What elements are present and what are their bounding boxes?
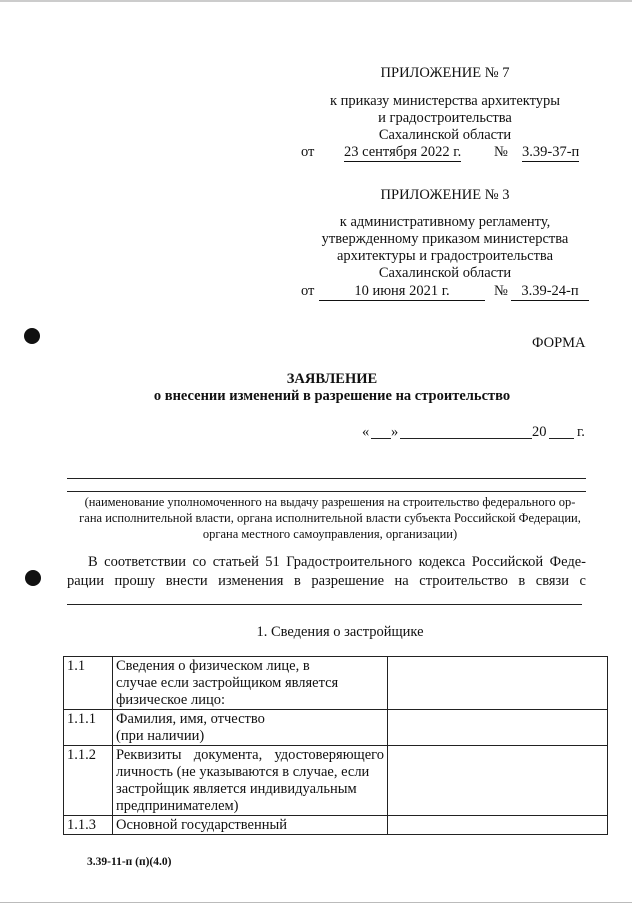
appendix3-line2: утвержденному приказом министерства: [321, 231, 569, 247]
date-quote-close: »: [391, 424, 399, 440]
appendix7-title: ПРИЛОЖЕНИЕ № 7: [380, 65, 510, 81]
appendix3-line1: к административному регламенту,: [339, 214, 551, 230]
appendix7-line3: Сахалинской области: [378, 127, 512, 143]
footer-document-code: 3.39-11-п (п)(4.0): [87, 856, 172, 868]
row-number: 1.1: [64, 657, 113, 710]
row-label-line: предпринимателем): [116, 798, 239, 814]
date-month-blank[interactable]: [400, 438, 532, 439]
row-label: [113, 657, 388, 710]
appendix3-number-sign: №: [494, 283, 508, 299]
appendix7-number-sign: №: [494, 144, 508, 160]
appendix7-date: 23 сентября 2022 г.: [344, 144, 462, 160]
table-row: [64, 657, 608, 710]
row-label-line: Фамилия, имя, отчество: [116, 711, 265, 727]
appendix3-title: ПРИЛОЖЕНИЕ № 3: [380, 187, 510, 203]
form-label: ФОРМА: [532, 335, 586, 351]
row-label: [113, 746, 388, 816]
date-quote-open: «: [362, 424, 370, 440]
row-number: 1.1.3: [64, 816, 113, 835]
row-number: 1.1.1: [64, 710, 113, 746]
row-label-line: застройщик является индивидуальным: [116, 781, 357, 797]
authority-note-line3: органа местного самоуправления, организации): [202, 527, 458, 541]
row-label-line: (при наличии): [116, 728, 205, 744]
date-year-blank[interactable]: [549, 438, 574, 439]
row-label-line: личность (не указываются в случае, если: [116, 764, 370, 780]
body-text-line2: рации прошу внести изменения в разрешение на строительство в связи с: [67, 573, 586, 589]
row-label: [113, 816, 388, 835]
document-subtitle: о внесении изменений в разрешение на строительство: [153, 388, 511, 404]
section1-title: 1. Сведения о застройщике: [256, 624, 424, 640]
scan-top-edge: [0, 0, 632, 2]
row-value-field[interactable]: [388, 746, 608, 816]
appendix3-line4: Сахалинской области: [378, 265, 512, 281]
appendix3-date: 10 июня 2021 г.: [319, 282, 485, 301]
authority-note-line2: гана исполнительной власти, органа исполнительной власти субъекта Российской Федерации,: [79, 511, 581, 525]
date-year-suffix: г.: [577, 424, 585, 440]
date-day-blank[interactable]: [371, 438, 391, 439]
row-label-line: случае если застройщиком является: [116, 675, 339, 691]
punch-hole-bottom: [25, 570, 41, 586]
document-title: ЗАЯВЛЕНИЕ: [286, 371, 378, 387]
authority-note: [60, 494, 600, 542]
appendix7-line1: к приказу министерства архитектуры: [329, 93, 561, 109]
appendix3-line3: архитектуры и градостроительства: [336, 248, 554, 264]
authority-blank-line-2[interactable]: [67, 491, 586, 492]
appendix7-from-label: от: [301, 144, 315, 160]
appendix7-number: 3.39-37-п: [522, 144, 580, 160]
row-label-line: Реквизиты документа, удостоверяющего: [116, 747, 384, 763]
appendix7-line2: и градостроительства: [378, 110, 512, 126]
row-label-line: Сведения о физическом лице, в: [116, 658, 310, 674]
appendix3-number: 3.39-24-п: [511, 282, 589, 301]
authority-blank-line-1[interactable]: [67, 478, 586, 479]
punch-hole-top: [24, 328, 40, 344]
table-row: [64, 816, 608, 835]
row-number: 1.1.2: [64, 746, 113, 816]
date-year-prefix: 20: [532, 424, 547, 440]
row-label-line: Основной государственный: [116, 817, 287, 833]
row-value-field[interactable]: [388, 657, 608, 710]
developer-info-table: [63, 656, 608, 835]
table-row: [64, 710, 608, 746]
row-value-field[interactable]: [388, 816, 608, 835]
table-row: [64, 746, 608, 816]
row-label-line: физическое лицо:: [116, 692, 225, 708]
reason-blank-line[interactable]: [67, 604, 582, 605]
row-value-field[interactable]: [388, 710, 608, 746]
scan-bottom-edge: [0, 902, 632, 903]
authority-note-line1: (наименование уполномоченного на выдачу разрешения на строительство федерального ор-: [84, 495, 576, 509]
appendix3-from-label: от: [301, 283, 315, 299]
body-text-line1: В соответствии со статьей 51 Градостроительного кодекса Российской Феде-: [88, 554, 586, 570]
row-label: [113, 710, 388, 746]
